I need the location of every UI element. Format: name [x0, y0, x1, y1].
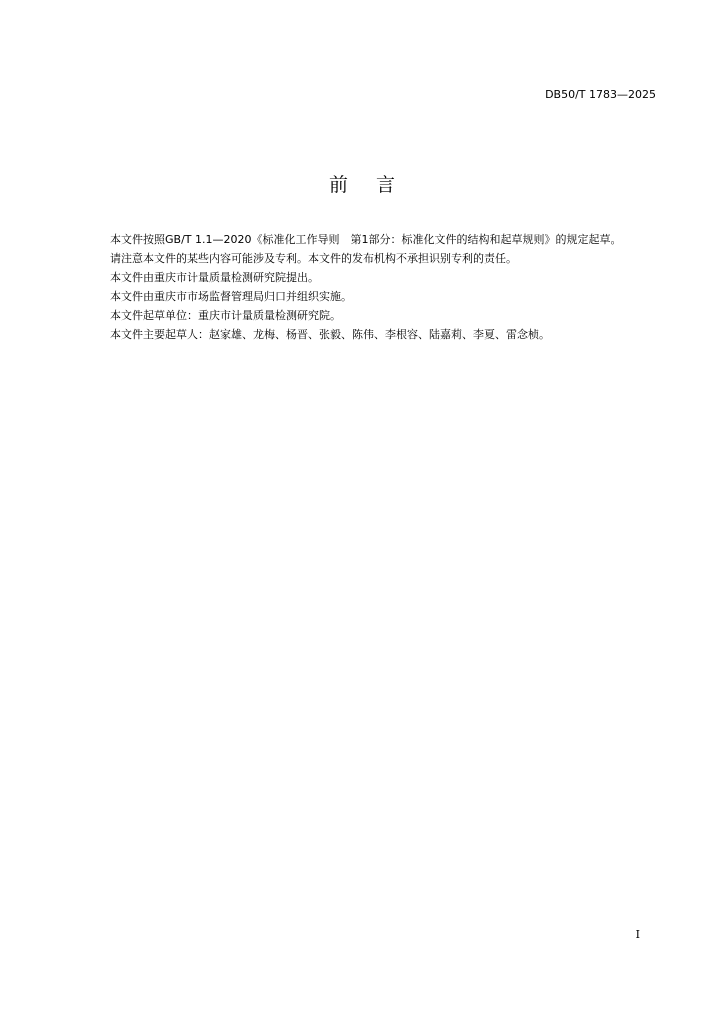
paragraph-drafting-unit: 本文件起草单位：重庆市计量质量检测研究院。	[110, 309, 341, 322]
paragraph-drafting-rules: 本文件按照GB/T 1.1—2020《标准化工作导则 第1部分：标准化文件的结构和起草规则》的规定起草。	[110, 233, 622, 246]
paragraph-proposer: 本文件由重庆市计量质量检测研究院提出。	[110, 271, 319, 284]
page-number: I	[635, 928, 640, 941]
paragraph-administrator: 本文件由重庆市市场监督管理局归口并组织实施。	[110, 290, 352, 303]
paragraph-drafters: 本文件主要起草人：赵家雄、龙梅、杨晋、张毅、陈伟、李根容、陆嘉莉、李夏、雷念桢。	[110, 328, 550, 341]
page-title: 前言	[328, 174, 423, 196]
document-code: DB50/T 1783—2025	[545, 88, 656, 101]
foreword-body	[88, 230, 658, 344]
paragraph-patent-notice: 请注意本文件的某些内容可能涉及专利。本文件的发布机构不承担识别专利的责任。	[110, 252, 517, 265]
